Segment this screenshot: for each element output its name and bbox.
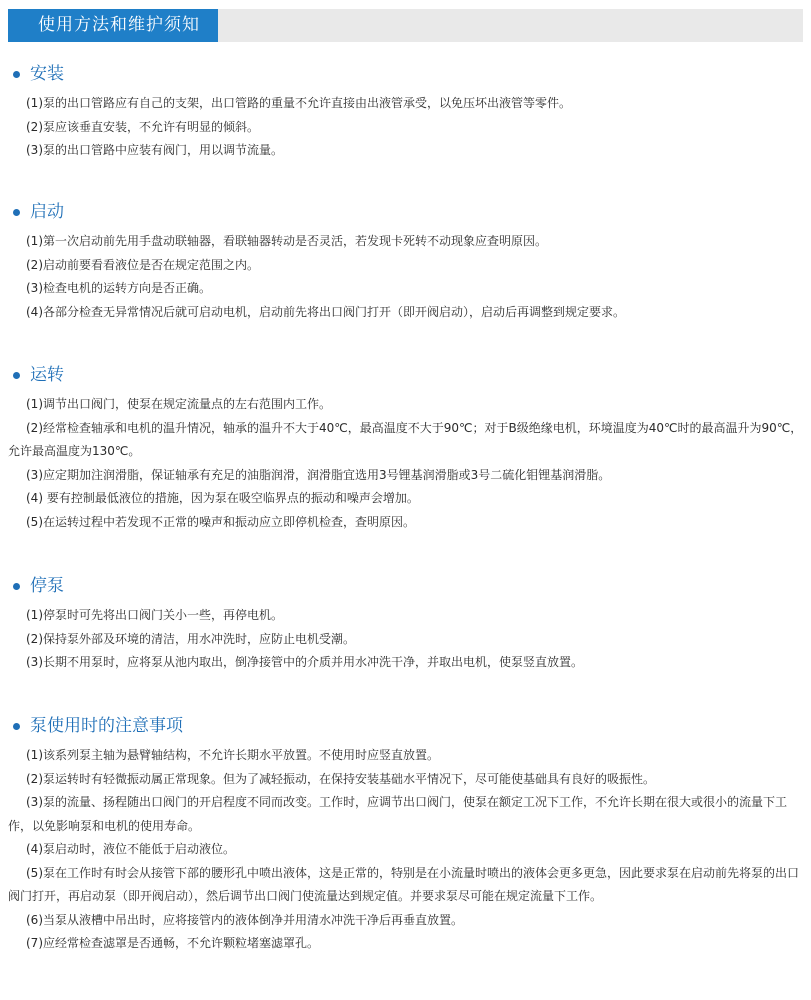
- page-title: 使用方法和维护须知: [8, 9, 218, 42]
- list-item: (2)保持泵外部及环境的清洁，用水冲洗时，应防止电机受潮。: [26, 631, 356, 646]
- list-item: (5)在运转过程中若发现不正常的噪声和振动应立即停机检查，查明原因。: [26, 514, 416, 529]
- section-heading: [8, 61, 803, 87]
- section-precautions: [8, 713, 803, 956]
- section-heading-text: 停泵: [30, 576, 64, 596]
- section-heading-text: 启动: [30, 202, 64, 222]
- section-heading: [8, 199, 803, 225]
- list-item: (1)第一次启动前先用手盘动联轴器，看联轴器转动是否灵活，若发现卡死转不动现象应查明原因。: [26, 234, 548, 248]
- bullet-icon: [13, 583, 20, 590]
- header-bar: [8, 9, 803, 42]
- list-item: (5)泵在工作时有时会从接管下部的腰形孔中喷出液体，这是正常的，特别是在小流量时喷出的液体会更多更急，因此要求泵在启动前先将泵的出口阀门打开，再启动泵（即开阀启动），然后调节出口阀门使流量达到规定值。并要求泵尽可能在规定流量下工作。: [8, 865, 800, 903]
- list-item: (1)该系列泵主轴为悬臂轴结构，不允许长期水平放置。不使用时应竖直放置。: [26, 748, 440, 762]
- section-heading-text: 安装: [30, 64, 64, 84]
- list-item: (1)泵的出口管路应有自己的支架，出口管路的重量不允许直接由出液管承受，以免压坏出液管等零件。: [26, 96, 572, 110]
- list-item: (3)长期不用泵时，应将泵从池内取出，倒净接管中的介质并用水冲洗干净，并取出电机，使泵竖直放置。: [26, 655, 584, 669]
- list-item: (1)调节出口阀门，使泵在规定流量点的左右范围内工作。: [26, 397, 332, 411]
- list-item: (3)检查电机的运转方向是否正确。: [26, 281, 211, 295]
- section-heading-text: 泵使用时的注意事项: [30, 716, 183, 736]
- list-item: (2)经常检查轴承和电机的温升情况，轴承的温升不大于40℃，最高温度不大于90℃；对于B级绝缘电机，环境温度为40℃时的最高温升为90℃，允许最高温度为130℃。: [8, 420, 803, 458]
- section-install: [8, 61, 803, 163]
- bullet-icon: [13, 372, 20, 379]
- list-item: (1)停泵时可先将出口阀门关小一些，再停电机。: [26, 608, 283, 622]
- list-item: (4)各部分检查无异常情况后就可启动电机，启动前先将出口阀门打开（即开阀启动），启动后再调整到规定要求。: [26, 304, 626, 319]
- bullet-icon: [13, 723, 20, 730]
- section-heading-text: 运转: [30, 365, 64, 385]
- section-heading: [8, 713, 803, 739]
- section-startup: [8, 199, 803, 324]
- list-item: (3)泵的流量、扬程随出口阀门的开启程度不同而改变。工作时，应调节出口阀门，使泵在额定工况下工作，不允许长期在很大或很小的流量下工作，以免影响泵和电机的使用寿命。: [8, 795, 788, 833]
- list-item: (2)泵应该垂直安装，不允许有明显的倾斜。: [26, 119, 259, 134]
- list-item: (3)泵的出口管路中应装有阀门，用以调节流量。: [26, 143, 283, 157]
- list-item: (6)当泵从液槽中吊出时，应将接管内的液体倒净并用清水冲洗干净后再垂直放置。: [26, 912, 464, 927]
- list-item: (4)泵启动时，液位不能低于启动液位。: [26, 842, 235, 856]
- section-shutdown: [8, 573, 803, 675]
- list-item: (4) 要有控制最低液位的措施，因为泵在吸空临界点的振动和噪声会增加。: [26, 491, 419, 505]
- list-item: (7)应经常检查滤罩是否通畅，不允许颗粒堵塞滤罩孔。: [26, 936, 320, 950]
- list-item: (2)泵运转时有轻微振动属正常现象。但为了减轻振动，在保持安装基础水平情况下，尽可能使基础具有良好的吸振性。: [26, 771, 656, 786]
- section-heading: [8, 362, 803, 388]
- list-item: (2)启动前要看看液位是否在规定范围之内。: [26, 257, 259, 272]
- section-heading: [8, 573, 803, 599]
- bullet-icon: [13, 209, 20, 216]
- bullet-icon: [13, 71, 20, 78]
- section-operation: [8, 362, 803, 534]
- list-item: (3)应定期加注润滑脂，保证轴承有充足的油脂润滑，润滑脂宜选用3号锂基润滑脂或3号二硫化钼锂基润滑脂。: [26, 467, 611, 482]
